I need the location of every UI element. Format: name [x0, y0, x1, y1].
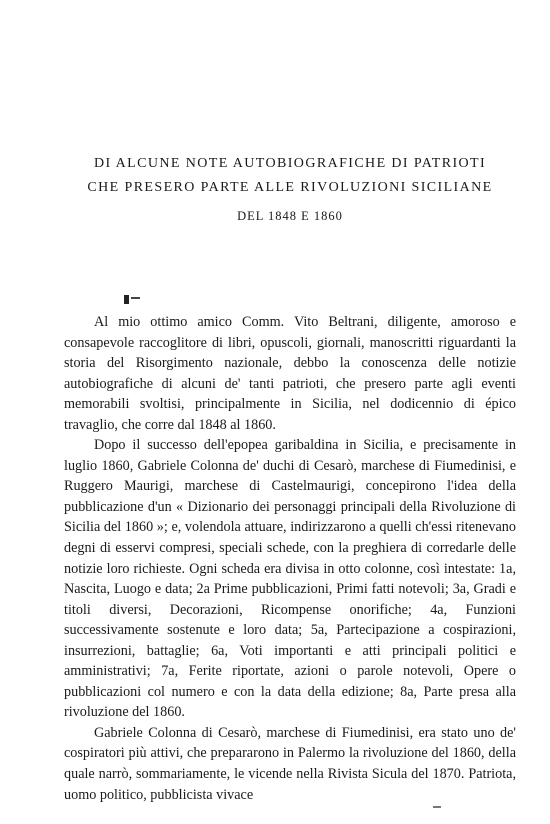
title-line-2: CHE PRESERO PARTE ALLE RIVOLUZIONI SICILIANE — [87, 180, 493, 195]
paragraph-1: Al mio ottimo amico Comm. Vito Beltrani, diligente, amoroso e consapevole raccoglitore di libri, opuscoli, giornali, manoscritti riguardanti la storia del Risorgimento nazionale, debbo la conoscenza delle notizie autobiografiche di alcuni de' tanti patrioti, che presero parte agli eventi memorabili svoltisi, principalmente in Sicilia, nel dodicennio di épico travaglio, che corre dal 1848 al 1860. — [64, 314, 516, 433]
title-line-1: DI ALCUNE NOTE AUTOBIOGRAFICHE DI PATRIOTI — [93, 156, 487, 171]
ink-mark — [433, 806, 441, 808]
ink-mark — [131, 297, 140, 299]
paragraph-2: Dopo il successo dell'epopea garibaldina in Sicilia, e precisamente in luglio 1860, Gabriele Colonna de' duchi di Cesarò, marchese di Fiumedinisi, e Ruggero Maurigi, marchese di Castelmaurigi, concepirono l'idea della pubblicazione d'un « Dizionario dei personaggi principali della Rivoluzione di Sicilia del 1860 »; e, volendola attuare, indirizzarono a quelli ch'essi ritenevano degni di esservi compresi, speciali schede, con la preghiera di corredarle delle notizie loro richieste. Ogni scheda era divisa in otto colonne, così intestate: 1a, Nascita, Luogo e data; 2a Prime pubblicazioni, Primi fatti notevoli; 3a, Gradi e titoli diversi, Decorazioni, Ricompense onorifiche; 4a, Funzioni successivamente sostenute e loro data; 5a, Partecipazione a cospirazioni, insurrezioni, battaglie; 6a, Voti importanti e atti principali politici e amministrativi; 7a, Ferite riportate, azioni o parole notevoli, Opere o pubblicazioni col numero e con la data della edizione; 8a, Parte presa alla rivoluzione del 1860. — [64, 437, 516, 721]
article-title — [70, 152, 510, 228]
body-text — [64, 312, 516, 805]
ink-mark — [124, 295, 129, 304]
paragraph-3: Gabriele Colonna di Cesarò, marchese di Fiumedinisi, era stato uno de' cospiratori più attivi, che prepararono in Palermo la rivoluzione del 1860, della quale narrò, sommariamente, le vicende nella Rivista Sicula del 1870. Patriota, uomo politico, pubblicista vivace — [64, 724, 516, 803]
title-line-3: DEL 1848 E 1860 — [237, 209, 343, 223]
